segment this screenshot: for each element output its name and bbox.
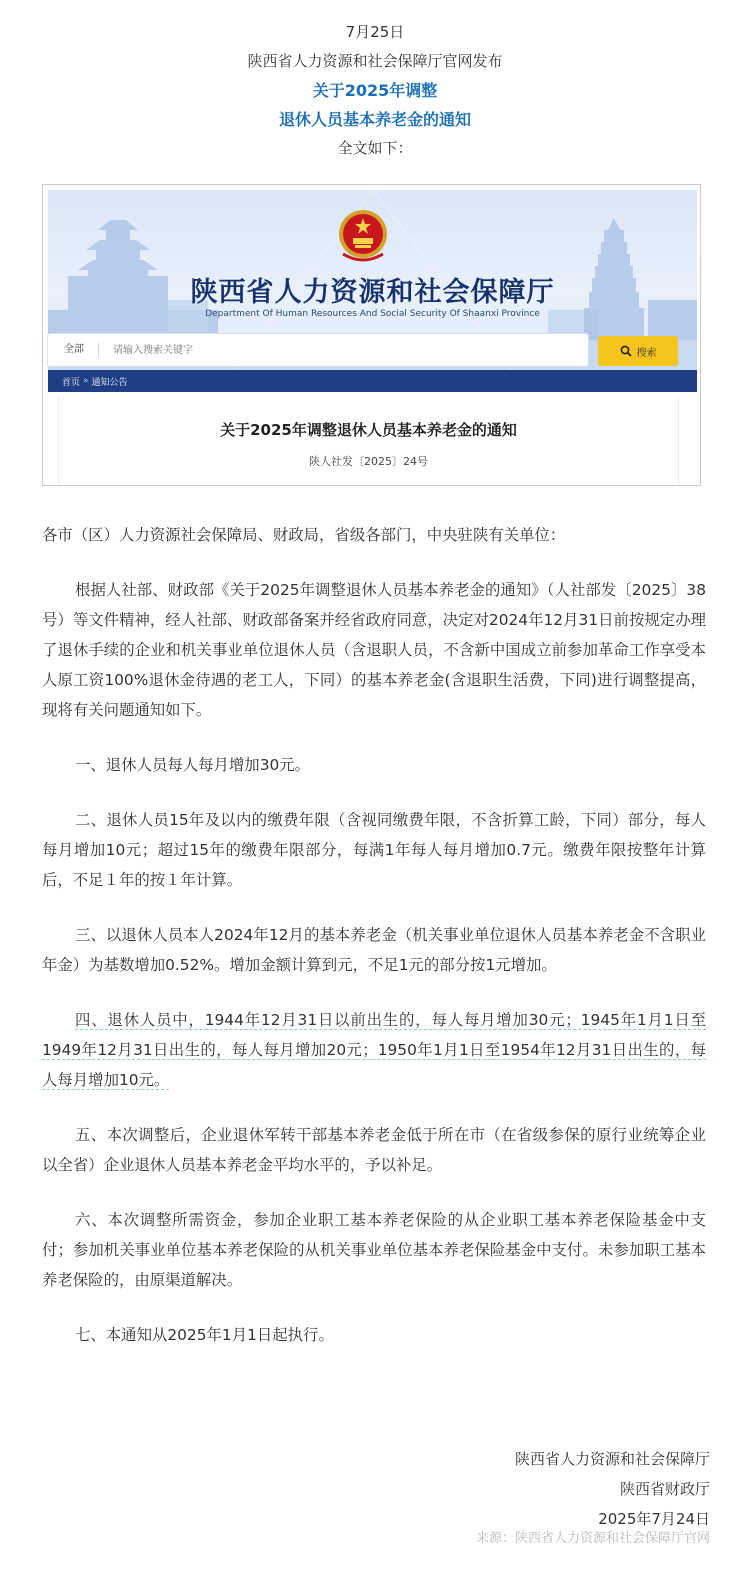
signature-org-2: 陕西省财政厅 [619,1480,710,1498]
paragraph-item-4 [42,1005,706,1095]
paragraph-item-7: 七、本通知从2025年1月1日起执行。 [75,1326,334,1344]
notice-title: 关于2025年调整退休人员基本养老金的通知 [220,421,517,439]
signature-org-1: 陕西省人力资源和社会保障厅 [514,1450,710,1468]
breadcrumb-current[interactable]: 通知公告 [91,377,128,388]
site-search-bar [48,334,588,366]
breadcrumb [48,370,697,392]
search-scope-select[interactable]: 全部 [48,343,99,357]
publisher-line: 陕西省人力资源和社会保障厅官网发布 [247,52,503,70]
paragraph-item-1: 一、退休人员每人每月增加30元。 [75,756,311,774]
search-button[interactable] [598,336,678,366]
paragraph-item-6: 六、本次调整所需资金，参加企业职工基本养老保险的从企业职工基本养老保险基金中支付；参加机关事业单位基本养老保险的从机关事业单位基本养老保险基金中支付。未参加职工基本养老保险的，由原渠道解决。 [42,1211,706,1289]
publish-date: 7月25日 [345,23,405,41]
search-button-label: 搜索 [636,347,657,359]
department-title: 陕西省人力资源和社会保障厅 [190,277,555,308]
notice-card [58,397,679,486]
notice-document-number: 陕人社发〔2025〕24号 [309,455,428,468]
paragraph-preamble: 根据人社部、财政部《关于2025年调整退休人员基本养老金的通知》（人社部发〔2025〕38号）等文件精神，经人社部、财政部备案并经省政府同意，决定对2024年12月31日前按规定办理了退休手续的企业和机关事业单位退休人员（含退职人员，不含新中国成立前参加革命工作享受本人原工资100%退休金待遇的老工人，下同）的基本养老金(含退职生活费，下同)进行调整提高，现将有关问题通知如下。 [42,581,706,719]
intro-line: 全文如下： [337,139,413,157]
embedded-webpage-screenshot [42,184,701,486]
article-header [0,0,750,163]
headline-line-1: 关于2025年调整 [312,81,438,100]
headline-line-2: 退休人员基本养老金的通知 [278,110,471,129]
source-note: 来源：陕西省人力资源和社会保障厅官网 [475,1531,710,1546]
paragraph-item-5: 五、本次调整后，企业退休军转干部基本养老金低于所在市（在省级参保的原行业统筹企业以全省）企业退休人员基本养老金平均水平的，予以补足。 [42,1126,706,1174]
paragraph-item-2: 二、退休人员15年及以内的缴费年限（含视同缴费年限，不含折算工龄，下同）部分，每人每月增加10元；超过15年的缴费年限部分，每满1年每人每月增加0.7元。缴费年限按整年计算后，不足１年的按１年计算。 [42,811,706,889]
addressee-line: 各市（区）人力资源社会保障局、财政局，省级各部门，中央驻陕有关单位： [42,526,566,544]
notice-body [42,520,706,1350]
signature-date: 2025年7月24日 [598,1510,710,1528]
national-emblem-icon [337,208,389,264]
search-input[interactable] [111,344,515,357]
highlighted-text: 四、退休人员中，1944年12月31日以前出生的，每人每月增加30元；1945年1月1日至1949年12月31日出生的，每人每月增加20元；1950年1月1日至1954年12月31日出生的，每人每月增加10元。 [42,1011,706,1089]
breadcrumb-home[interactable]: 首页 [62,377,81,388]
department-english-name: Department Of Human Resources And Social Security Of Shaanxi Province [205,309,540,319]
search-icon [620,345,632,357]
breadcrumb-separator: » [83,376,89,386]
paragraph-item-3: 三、以退休人员本人2024年12月的基本养老金（机关事业单位退休人员基本养老金不含职业年金）为基数增加0.52%。增加金额计算到元，不足1元的部分按1元增加。 [42,926,706,974]
signature-block [515,1444,710,1534]
